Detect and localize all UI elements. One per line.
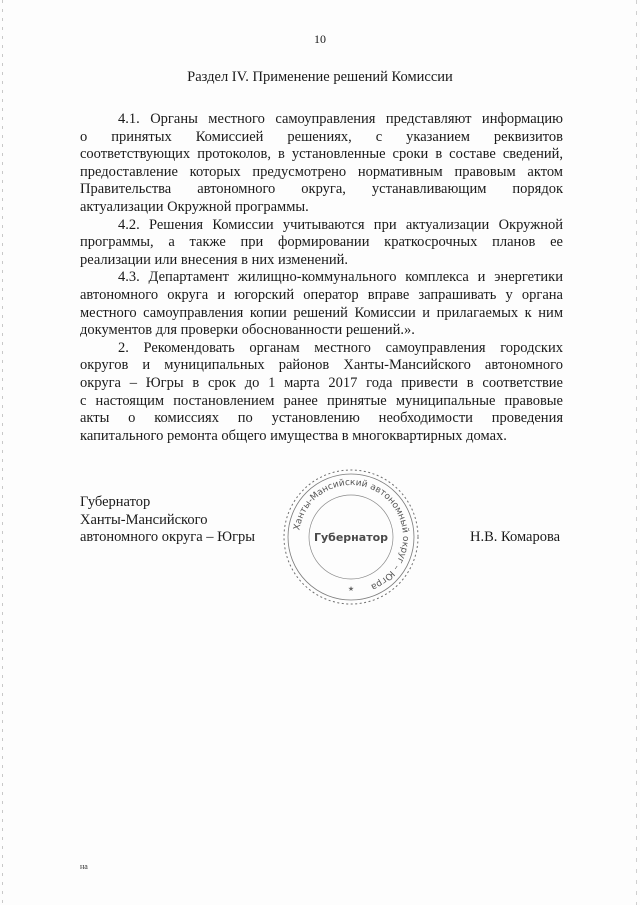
footer-mark: на <box>80 862 88 871</box>
text-line: документов для проверки обоснованности решений.». <box>80 322 415 339</box>
text-line: предоставление которых предусмотрено нормативным правовым актом <box>80 163 563 180</box>
text-line: реализации или внесения в них изменений. <box>80 251 348 268</box>
text-line: программы, а также при формировании краткосрочных планов ее <box>80 234 563 251</box>
signatory-position-line: Губернатор <box>80 494 151 510</box>
signatory-position <box>80 494 255 547</box>
text-line: автономного округа и югорский оператор вправе запрашивать у органа <box>80 286 563 303</box>
section-heading: Раздел IV. Применение решений Комиссии <box>187 69 453 85</box>
document-body <box>80 111 563 445</box>
text-line: округа – Югры в срок до 1 марта 2017 года привести в соответствие <box>80 374 563 391</box>
paragraph-4-2 <box>80 217 563 270</box>
text-line: с настоящим постановлением ранее принятые муниципальные правовые <box>80 392 563 409</box>
text-line: Правительства автономного округа, устанавливающим порядок <box>80 181 563 198</box>
paragraph-4-1 <box>80 111 563 217</box>
signatory-position-line: автономного округа – Югры <box>80 529 256 546</box>
text-line: 2. Рекомендовать органам местного самоуправления городских <box>118 339 563 356</box>
paragraph-2 <box>80 340 563 446</box>
text-line: капитального ремонта общего имущества в многоквартирных домах. <box>80 427 507 444</box>
paragraph-4-3 <box>80 269 563 339</box>
text-line: соответствующих протоколов, в установленные сроки в составе сведений, <box>80 146 563 163</box>
text-line: 4.3. Департамент жилищно-коммунального комплекса и энергетики <box>118 269 563 286</box>
seal-outer-text-path: Ханты-Мансийский автономный округ – Югра <box>292 477 411 592</box>
text-line: 4.2. Решения Комиссии учитываются при актуализации Окружной <box>118 216 563 233</box>
text-line: округов и муниципальных районов Ханты-Мансийского автономного <box>80 357 563 374</box>
signatory-name: Н.В. Комарова <box>470 529 561 545</box>
scan-edge-left <box>2 0 3 905</box>
seal-star-icon: ★ <box>347 585 355 593</box>
text-line: местного самоуправления копии решений Комиссии и прилагаемых к ним <box>80 304 563 321</box>
text-line: о принятых Комиссией решениях, с указанием реквизитов <box>80 128 563 145</box>
page-number: 10 <box>314 32 326 46</box>
signatory-position-line: Ханты-Мансийского <box>80 511 208 528</box>
text-line: 4.1. Органы местного самоуправления представляют информацию <box>118 111 563 127</box>
official-seal <box>281 467 421 607</box>
scan-edge-right <box>636 0 637 905</box>
text-line: актуализации Окружной программы. <box>80 198 309 215</box>
text-line: акты о комиссиях по установлению необходимости проведения <box>80 410 563 427</box>
seal-center-text: Губернатор <box>313 531 389 544</box>
